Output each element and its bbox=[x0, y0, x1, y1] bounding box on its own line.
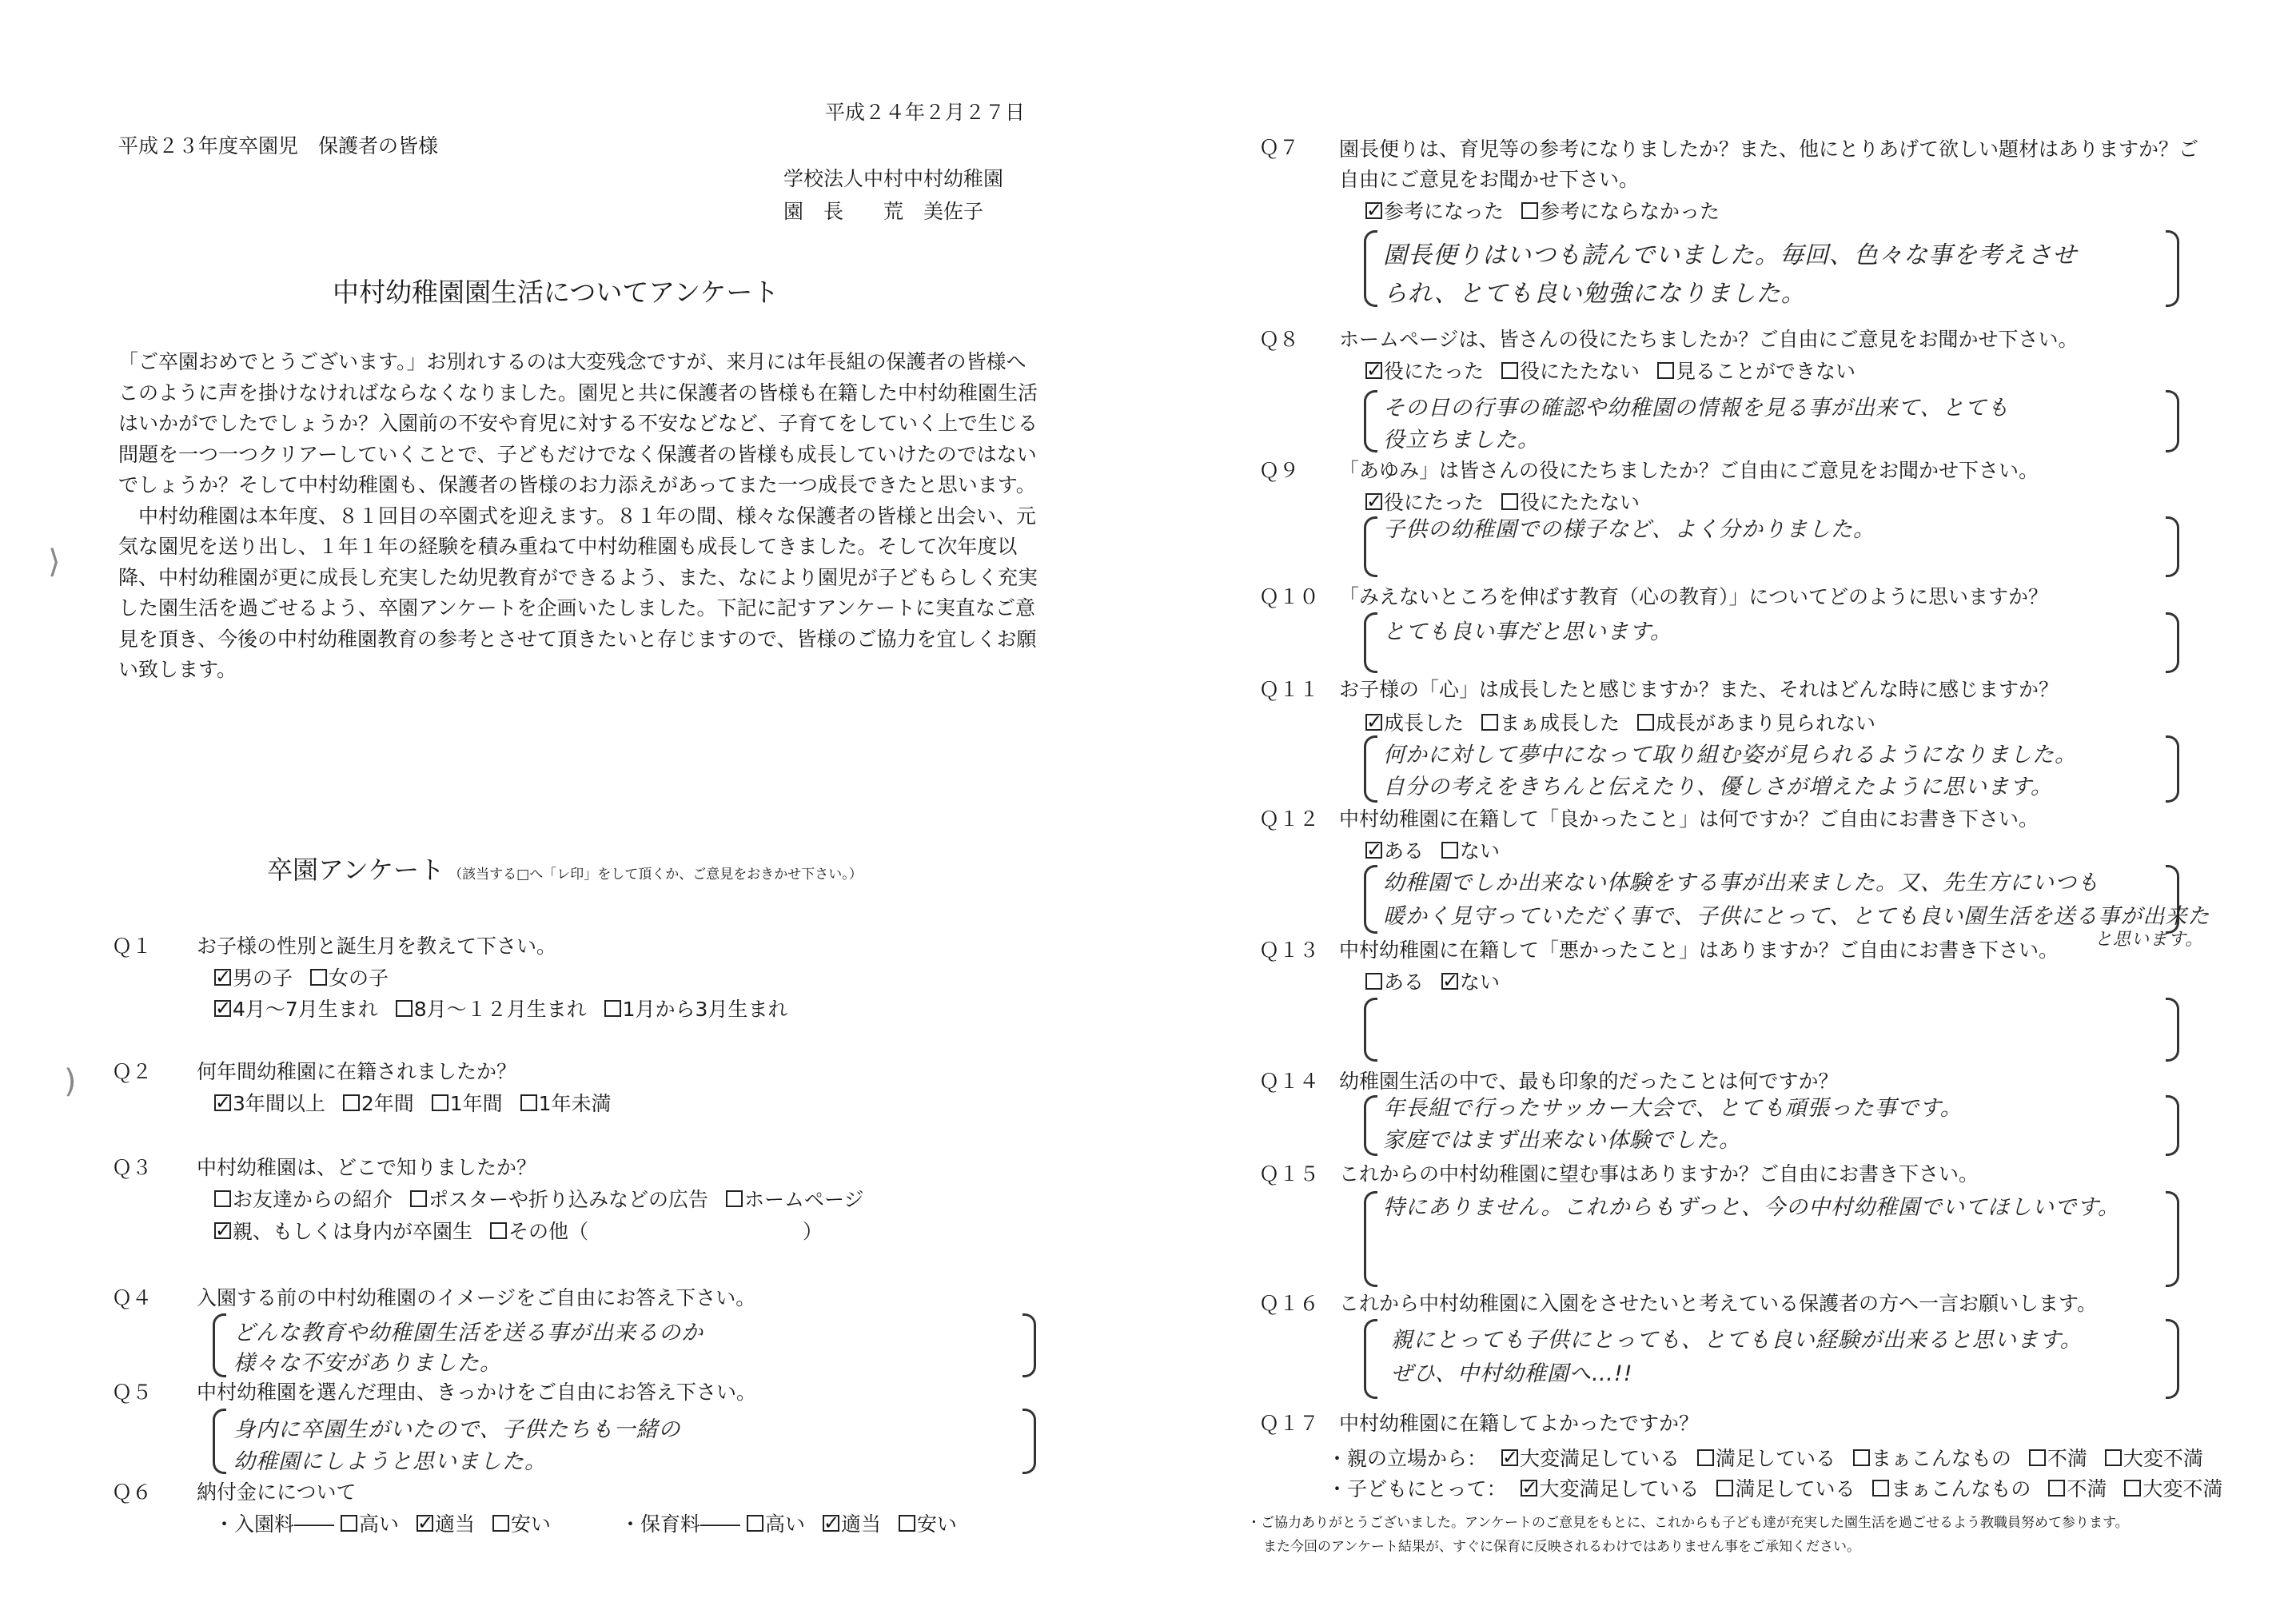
q12-answer-line-3: と思います。 bbox=[2095, 930, 2204, 950]
q2-text: 何年間幼稚園に在籍されましたか？ bbox=[197, 1060, 517, 1083]
q4-answer-line-2: 様々な不安がありました。 bbox=[233, 1351, 502, 1376]
q14-answer-line-1: 年長組で行ったサッカー大会で、とても頑張った事です。 bbox=[1383, 1096, 1963, 1121]
q13-options: ある ✓ ない bbox=[1365, 969, 1511, 996]
checkbox-checked[interactable] bbox=[1441, 973, 1458, 990]
q2-number: Ｑ２ bbox=[112, 1060, 153, 1083]
q9-text: 「あゆみ」は皆さんの役にたちましたか？ご自由にご意見をお聞かせ下さい。 bbox=[1339, 459, 2039, 482]
checkbox[interactable] bbox=[1481, 714, 1498, 731]
checkbox[interactable] bbox=[2105, 1449, 2122, 1466]
q16-text: これから中村幼稚園に入園をさせたいと考えている保護者の方へ一言お願いします。 bbox=[1339, 1292, 2098, 1315]
checkbox-checked[interactable] bbox=[214, 969, 231, 986]
q8-number: Ｑ８ bbox=[1259, 328, 1300, 351]
principal: 園 長 荒 美佐子 bbox=[783, 200, 984, 223]
checkbox[interactable] bbox=[2124, 1480, 2141, 1496]
checkbox[interactable] bbox=[1872, 1480, 1889, 1496]
checkbox[interactable] bbox=[492, 1515, 509, 1532]
q15-text: これからの中村幼稚園に望む事はありますか？ご自由にお書き下さい。 bbox=[1339, 1162, 1979, 1186]
q12-number: Ｑ１２ bbox=[1259, 807, 1320, 831]
checkbox[interactable] bbox=[899, 1515, 915, 1532]
checkbox[interactable] bbox=[1657, 362, 1674, 379]
q7-answer-line-2: られ、とても良い勉強になりました。 bbox=[1383, 280, 1806, 308]
q11-answer-line-2: 自分の考えをきちんと伝えたり、優しさが増えたように思います。 bbox=[1383, 775, 2053, 799]
checkbox[interactable] bbox=[310, 969, 327, 986]
q9-answer-line-1: 子供の幼稚園での様子など、よく分かりました。 bbox=[1383, 517, 1875, 542]
checkbox-checked[interactable] bbox=[417, 1515, 433, 1532]
q14-text: 幼稚園生活の中で、最も印象的だったことは何ですか？ bbox=[1339, 1070, 1839, 1093]
checkbox[interactable] bbox=[490, 1222, 507, 1239]
checkbox-checked[interactable] bbox=[1365, 842, 1382, 859]
q6-fee-childcare: ・保育料―― 高い ✓ 適当 安い bbox=[620, 1511, 968, 1538]
scan-edge-mark: ⟩ bbox=[48, 544, 61, 580]
checkbox[interactable] bbox=[1501, 493, 1518, 510]
q6-text: 納付金にについて bbox=[197, 1481, 357, 1504]
checkbox[interactable] bbox=[341, 1515, 357, 1532]
q7-number: Ｑ７ bbox=[1259, 136, 1300, 159]
q7-answer-line-1: 園長便りはいつも読んでいました。毎回、色々な事を考えさせ bbox=[1383, 241, 2077, 269]
q1-options-gender: ✓男の子 女の子 bbox=[214, 965, 400, 992]
q3-options-1: お友達からの紹介 ポスターや折り込みなどの広告 ホームページ bbox=[214, 1186, 875, 1214]
q15-number: Ｑ１５ bbox=[1259, 1162, 1320, 1186]
footer-line-2: また今回のアンケート結果が、すぐに保育に反映されるわけではありません事をご承知ください。 bbox=[1263, 1539, 1860, 1555]
q3-number: Ｑ３ bbox=[112, 1156, 153, 1179]
checkbox[interactable] bbox=[1365, 973, 1382, 990]
q12-text: 中村幼稚園に在籍して「良かったこと」は何ですか？ご自由にお書き下さい。 bbox=[1339, 807, 2039, 831]
q12-answer-line-1: 幼稚園でしか出来ない体験をする事が出来ました。又、先生方にいつも bbox=[1383, 871, 2099, 895]
checkbox-checked[interactable] bbox=[1521, 1480, 1537, 1496]
q5-answer-line-1: 身内に卒園生がいたので、子供たちも一緒の bbox=[233, 1417, 681, 1442]
checkbox-checked[interactable] bbox=[214, 1094, 231, 1111]
q9-options: ✓役にたった 役にたたない bbox=[1365, 489, 1651, 516]
other-close-paren: ） bbox=[802, 1220, 823, 1243]
checkbox[interactable] bbox=[343, 1094, 360, 1111]
q3-text: 中村幼稚園は、どこで知りましたか？ bbox=[197, 1156, 537, 1179]
checkbox[interactable] bbox=[1637, 714, 1654, 731]
checkbox[interactable] bbox=[2029, 1449, 2046, 1466]
q8-answer-line-2: 役立ちました。 bbox=[1383, 428, 1540, 452]
q1-number: Ｑ１ bbox=[112, 935, 153, 958]
q4-number: Ｑ４ bbox=[112, 1286, 153, 1309]
checkbox[interactable] bbox=[396, 1000, 413, 1017]
checkbox[interactable] bbox=[214, 1190, 231, 1207]
q5-number: Ｑ５ bbox=[112, 1381, 153, 1404]
survey-note: （該当する□へ「レ印」をして頂くか、ご意見をおきかせ下さい。） bbox=[448, 867, 863, 883]
q14-number: Ｑ１４ bbox=[1259, 1070, 1320, 1093]
checkbox[interactable] bbox=[2048, 1480, 2065, 1496]
checkbox-checked[interactable] bbox=[823, 1515, 839, 1532]
checkbox[interactable] bbox=[1501, 362, 1518, 379]
q17-parent-row: ・親の立場から： ✓ 大変満足している 満足している まぁこんなもの 不満 大変不満 bbox=[1327, 1445, 2203, 1473]
q16-answer-line-2: ぜひ、中村幼稚園へ…!! bbox=[1391, 1361, 1633, 1386]
checkbox[interactable] bbox=[1697, 1449, 1714, 1466]
checkbox[interactable] bbox=[726, 1190, 743, 1207]
q11-text: お子様の「心」は成長したと感じますか？また、それはどんな時に感じますか？ bbox=[1339, 678, 2059, 701]
q13-answer-bracket bbox=[1364, 998, 2179, 1062]
checkbox[interactable] bbox=[520, 1094, 537, 1111]
q12-options: ✓ある ない bbox=[1365, 838, 1511, 865]
q8-options: ✓役にたった 役にたたない 見ることができない bbox=[1365, 358, 1867, 385]
q16-number: Ｑ１６ bbox=[1259, 1292, 1320, 1315]
q10-number: Ｑ１０ bbox=[1259, 585, 1320, 608]
q13-text: 中村幼稚園に在籍して「悪かったこと」はありますか？ご自由にお書き下さい。 bbox=[1339, 939, 2059, 962]
q12-answer-line-2: 暖かく見守っていただく事で、子供にとって、とても良い園生活を送る事が出来た bbox=[1383, 904, 2210, 929]
footer-line-1: ・ご協力ありがとうございました。アンケートのご意見をもとに、これからも子ども達が充実した園生活を過ごせるよう教職員努めて参ります。 bbox=[1247, 1515, 2129, 1531]
q7-text: 園長便りは、育児等の参考になりましたか？また、他にとりあげて欲しい題材はありますか？ご自由にご意見をお聞かせ下さい。 bbox=[1339, 137, 2199, 191]
q6-fee-entrance: ・入園料―― 高い ✓ 適当 安い bbox=[214, 1511, 562, 1538]
q7-options: ✓参考になった 参考にならなかった bbox=[1365, 198, 1731, 225]
checkbox-checked[interactable] bbox=[214, 1222, 231, 1239]
q1-options-birth: ✓4月～7月生まれ 8月～１２月生まれ 1月から3月生まれ bbox=[214, 996, 799, 1023]
survey-title: 卒園アンケート bbox=[267, 855, 445, 885]
q5-text: 中村幼稚園を選んだ理由、きっかけをご自由にお答え下さい。 bbox=[197, 1381, 757, 1404]
q17-number: Ｑ１７ bbox=[1259, 1412, 1320, 1435]
q15-answer-line-1: 特にありません。これからもずっと、今の中村幼稚園でいてほしいです。 bbox=[1383, 1195, 2120, 1220]
checkbox-checked[interactable] bbox=[1365, 202, 1382, 219]
checkbox[interactable] bbox=[747, 1515, 763, 1532]
q14-answer-line-2: 家庭ではまず出来ない体験でした。 bbox=[1383, 1128, 1741, 1153]
checkbox[interactable] bbox=[410, 1190, 427, 1207]
q6-number: Ｑ６ bbox=[112, 1481, 153, 1504]
q11-answer-line-1: 何かに対して夢中になって取り組む姿が見られるようになりました。 bbox=[1383, 743, 2077, 767]
q1-text: お子様の性別と誕生月を教えて下さい。 bbox=[197, 935, 557, 958]
intro-paragraph-2: 中村幼稚園は本年度、８１回目の卒園式を迎えます。８１年の間、様々な保護者の皆様と出会い、元気な園児を送り出し、１年１年の経験を積み重ねて中村幼稚園も成長してきました。そして次年度以降、中村幼稚園が更に成長し充実した幼児教育ができるよう、また、なにより園児が子どもらしく充実した園生活を過ごせるよう、卒園アンケートを企画いたしました。下記に記すアンケートに実直なご意見を頂き、今後の中村幼稚園教育の参考とさせて頂きたいと存じますので、皆様のご協力を宜しくお願い致します。 bbox=[118, 504, 1038, 681]
organization: 学校法人中村中村幼稚園 bbox=[783, 167, 1004, 190]
q17-child-row: ・子どもにとって： ✓ 大変満足している 満足している まぁこんなもの 不満 大変不満 bbox=[1327, 1476, 2222, 1503]
q2-options: ✓3年間以上 2年間 1年間 1年未満 bbox=[214, 1090, 622, 1118]
q5-answer-line-2: 幼稚園にしようと思いました。 bbox=[233, 1449, 547, 1474]
checkbox[interactable] bbox=[432, 1094, 448, 1111]
q4-text: 入園する前の中村幼稚園のイメージをご自由にお答え下さい。 bbox=[197, 1286, 756, 1309]
intro-paragraph-1: 「ご卒園おめでとうございます。」お別れするのは大変残念ですが、来月には年長組の保護者の皆様へこのように声を掛けなければならなくなりました。園児と共に保護者の皆様も在籍した中村幼稚園生活はいかがでしたでしょうか？入園前の不安や育児に対する不安などなど、子育てをしていく上で生じる問題を一つ一つクリアーしていくことで、子どもだけでなく保護者の皆様も成長していけたのではないでしょうか？そして中村幼稚園も、保護者の皆様のお力添えがあってまた一つ成長できたと思います。 bbox=[118, 350, 1038, 496]
checkbox-checked[interactable] bbox=[1501, 1449, 1518, 1466]
scan-edge-mark: ) bbox=[64, 1063, 77, 1100]
q8-text: ホームページは、皆さんの役にたちましたか？ご自由にご意見をお聞かせ下さい。 bbox=[1339, 328, 2079, 351]
checkbox[interactable] bbox=[1521, 202, 1538, 219]
q3-options-2: ✓親、もしくは身内が卒園生 その他（ ） bbox=[214, 1218, 823, 1245]
q16-answer-line-1: 親にとっても子供にとっても、とても良い経験が出来ると思います。 bbox=[1391, 1328, 2083, 1353]
q13-number: Ｑ１３ bbox=[1259, 939, 1320, 962]
page-title: 中村幼稚園園生活についてアンケート bbox=[333, 277, 779, 308]
checkbox-checked[interactable] bbox=[1365, 714, 1382, 731]
q10-answer-line-1: とても良い事だと思います。 bbox=[1383, 620, 1672, 644]
checkbox-checked[interactable] bbox=[214, 1000, 231, 1017]
q10-text: 「みえないところを伸ばす教育（心の教育）」についてどのように思いますか？ bbox=[1339, 585, 2049, 608]
q11-number: Ｑ１１ bbox=[1259, 678, 1320, 701]
survey-heading bbox=[267, 850, 863, 887]
checkbox[interactable] bbox=[1716, 1480, 1733, 1496]
date: 平成２４年２月２７日 bbox=[825, 101, 1026, 124]
intro-text bbox=[118, 347, 1039, 686]
q11-options: ✓成長した まぁ成長した 成長があまり見られない bbox=[1365, 710, 1887, 737]
q9-number: Ｑ９ bbox=[1259, 459, 1300, 482]
addressee: 平成２３年度卒園児 保護者の皆様 bbox=[118, 134, 439, 157]
q4-answer-line-1: どんな教育や幼稚園生活を送る事が出来るのか bbox=[233, 1321, 704, 1345]
checkbox-checked[interactable] bbox=[1365, 493, 1382, 510]
checkbox[interactable] bbox=[1441, 842, 1458, 859]
q8-answer-line-1: その日の行事の確認や幼稚園の情報を見る事が出来て、とても bbox=[1383, 396, 2010, 420]
checkbox-checked[interactable] bbox=[1365, 362, 1382, 379]
q17-text: 中村幼稚園に在籍してよかったですか？ bbox=[1339, 1412, 1700, 1435]
checkbox[interactable] bbox=[1853, 1449, 1870, 1466]
checkbox[interactable] bbox=[604, 1000, 621, 1017]
